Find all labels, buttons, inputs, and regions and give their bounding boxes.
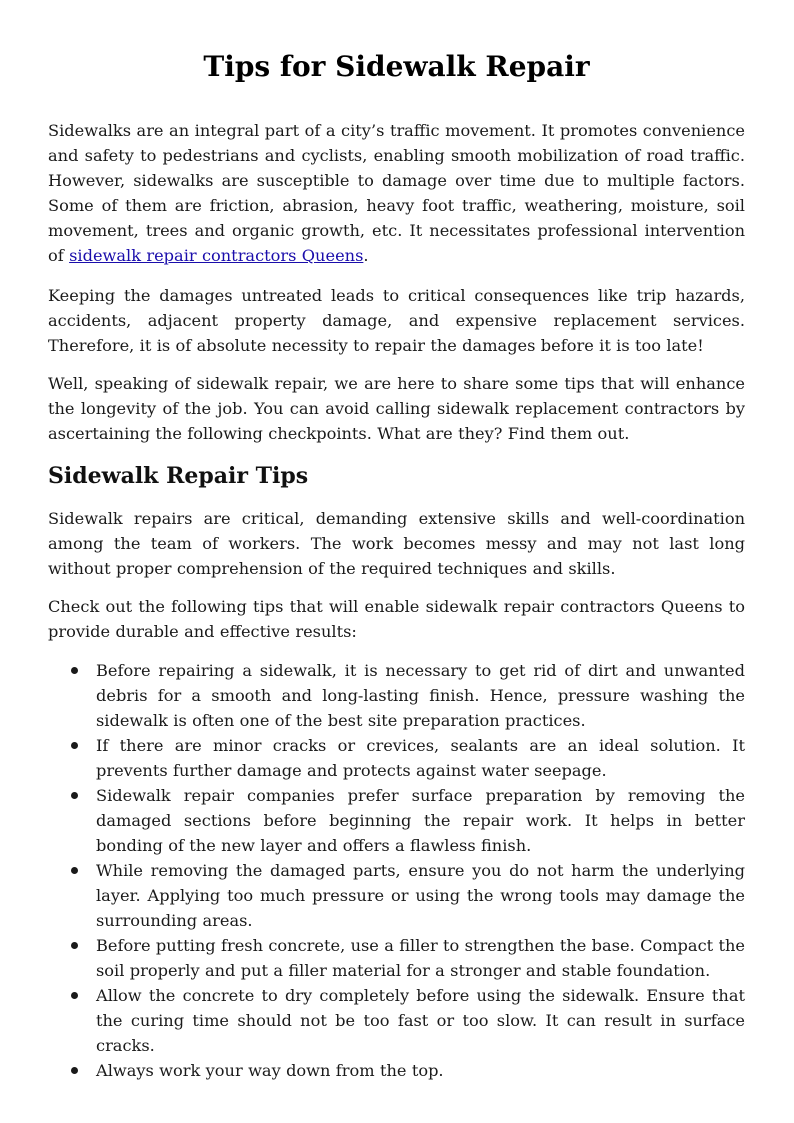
tips-list — [48, 658, 745, 1083]
bullet-icon — [71, 942, 78, 949]
tip-text: While removing the damaged parts, ensure you do not harm the underlying layer. Applying too much pressure or using the wrong tools may damage the surrounding areas. — [96, 861, 745, 930]
tip-text: Sidewalk repair companies prefer surface preparation by removing the damaged sections before beginning the repair work. It helps in better bonding of the new layer and offers a flawless finish. — [96, 786, 745, 855]
section-paragraph-2: Check out the following tips that will enable sidewalk repair contractors Queens to provide durable and effective results: — [48, 597, 745, 641]
tip-text: If there are minor cracks or crevices, sealants are an ideal solution. It prevents further damage and protects against water seepage. — [96, 736, 745, 780]
bullet-icon — [71, 1067, 78, 1074]
tip-list-item — [48, 933, 745, 983]
tip-list-item — [48, 658, 745, 733]
intro-paragraph-1 — [48, 118, 745, 268]
intro-paragraph-2: Keeping the damages untreated leads to critical consequences like trip hazards, accidents, adjacent property damage, and expensive replacement services. Therefore, it is of absolute necessity to repair the damages before it is too late! — [48, 286, 745, 355]
document-title: Tips for Sidewalk Repair — [203, 50, 590, 83]
tip-list-item — [48, 983, 745, 1058]
tip-text: Before putting fresh concrete, use a filler to strengthen the base. Compact the soil properly and put a filler material for a stronger and stable foundation. — [96, 936, 745, 980]
tip-list-item — [48, 858, 745, 933]
intro-paragraph-3: Well, speaking of sidewalk repair, we are here to share some tips that will enhance the longevity of the job. You can avoid calling sidewalk replacement contractors by ascertaining the following checkpoints. What are they? Find them out. — [48, 374, 745, 443]
bullet-icon — [71, 867, 78, 874]
section-paragraph-1: Sidewalk repairs are critical, demanding extensive skills and well-coordination among the team of workers. The work becomes messy and may not last long without proper comprehension of the required techniques and skills. — [48, 509, 745, 578]
tip-list-item — [48, 733, 745, 783]
tip-list-item — [48, 783, 745, 858]
tip-list-item — [48, 1058, 745, 1083]
sidewalk-repair-contractors-link[interactable]: sidewalk repair contractors Queens — [69, 246, 364, 265]
intro-paragraph-1-text: Sidewalks are an integral part of a city’s traffic movement. It promotes convenience and safety to pedestrians and cyclists, enabling smooth mobilization of road traffic. However, sidewalks are susceptible to damage over time due to multiple factors. Some of them are friction, abrasion, heavy foot traffic, weathering, moisture, soil movement, trees and organic growth, etc. It necessitates professional intervention of — [48, 121, 745, 265]
bullet-icon — [71, 667, 78, 674]
intro-paragraph-1-end: . — [363, 246, 369, 265]
bullet-icon — [71, 792, 78, 799]
tip-text: Always work your way down from the top. — [96, 1061, 444, 1080]
bullet-icon — [71, 742, 78, 749]
tip-text: Allow the concrete to dry completely before using the sidewalk. Ensure that the curing time should not be too fast or too slow. It can result in surface cracks. — [96, 986, 745, 1055]
section-heading: Sidewalk Repair Tips — [48, 463, 309, 489]
tip-text: Before repairing a sidewalk, it is necessary to get rid of dirt and unwanted debris for a smooth and long-lasting finish. Hence, pressure washing the sidewalk is often one of the best site preparation practices. — [96, 661, 745, 730]
bullet-icon — [71, 992, 78, 999]
